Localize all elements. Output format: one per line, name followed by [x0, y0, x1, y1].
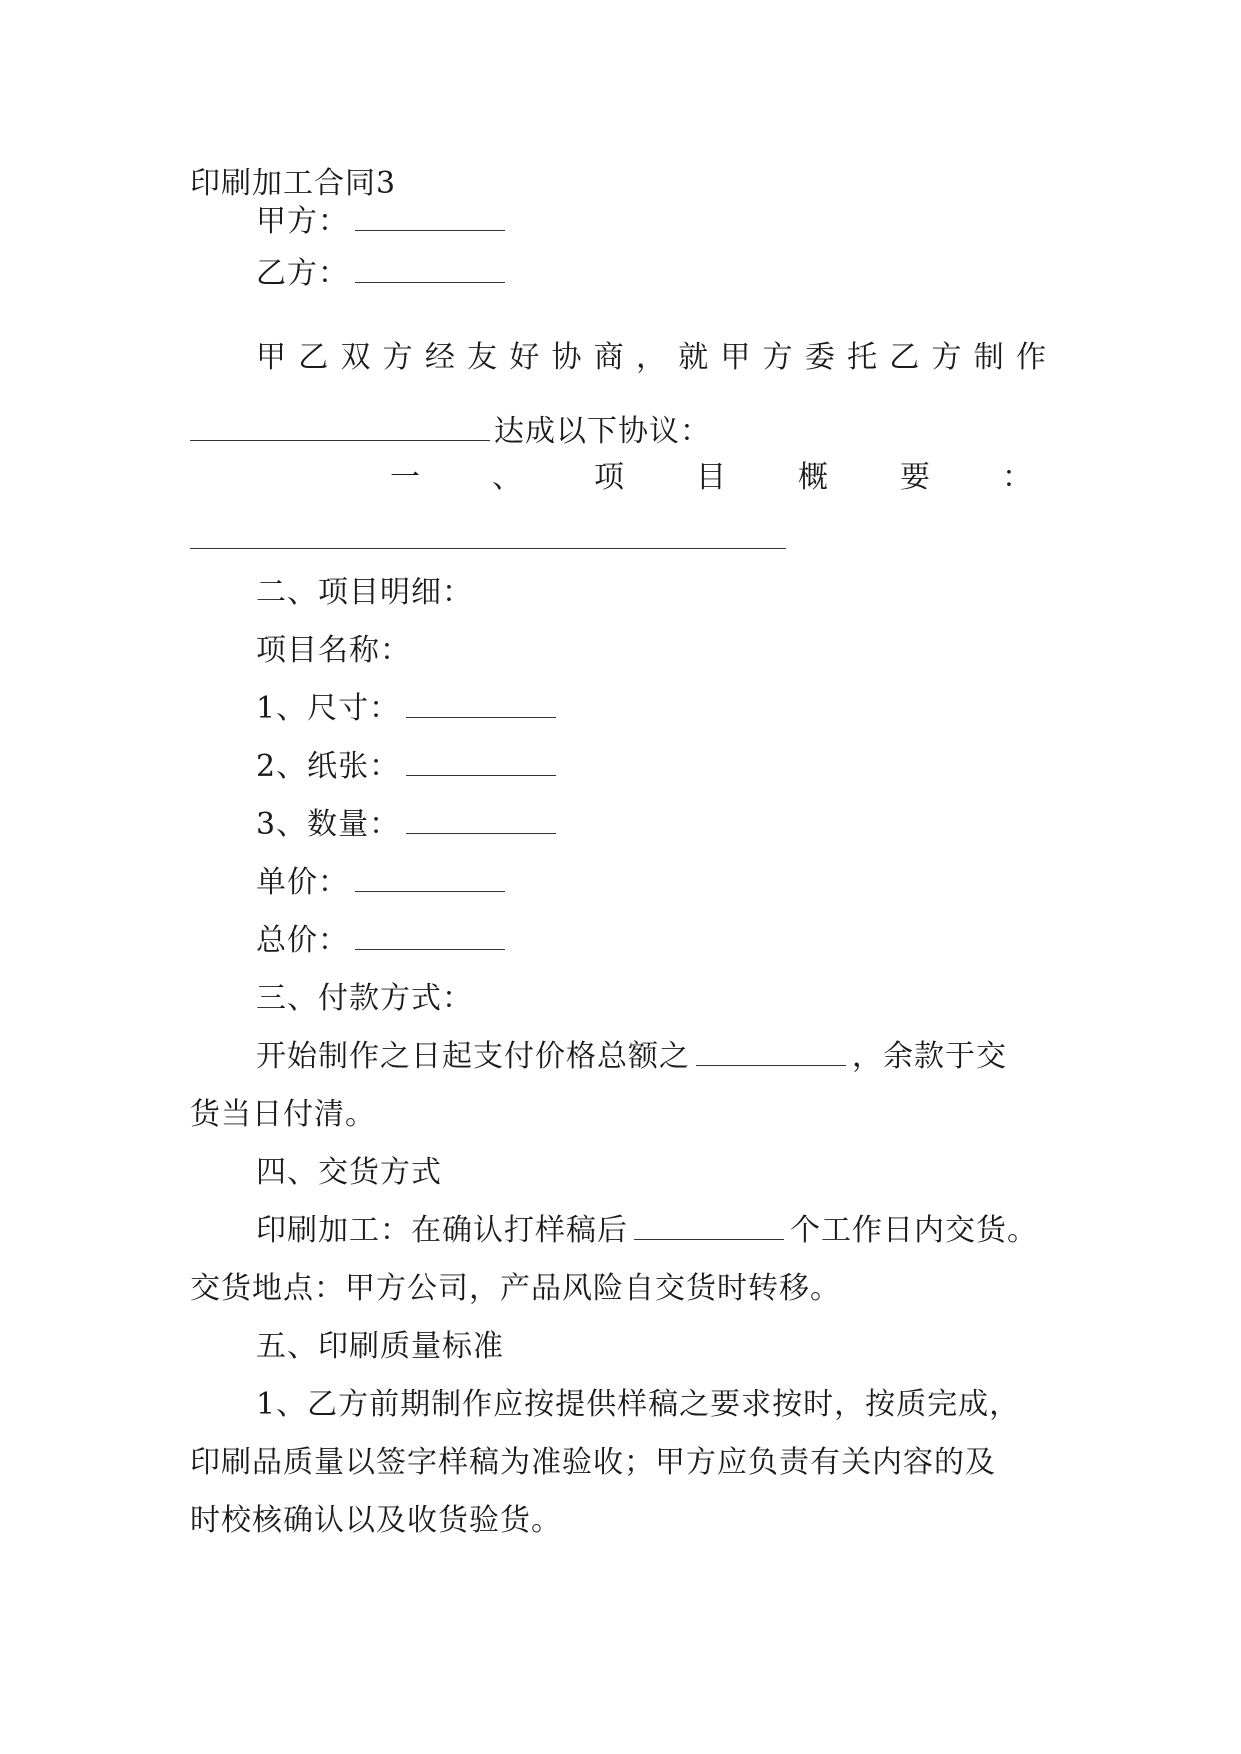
- total-price-label: 总价：: [256, 923, 349, 958]
- intro-char: 甲: [720, 340, 751, 375]
- size-label: 1、尺寸：: [256, 691, 401, 726]
- item-name-label: 项目名称：: [256, 633, 411, 668]
- party-b-label: 乙方：: [256, 256, 349, 291]
- party-a-label: 甲方：: [256, 204, 349, 239]
- total-price-blank: [355, 923, 505, 950]
- paper-label: 2、纸张：: [256, 749, 401, 784]
- section1-char: 要: [900, 460, 930, 495]
- section1-heading: [390, 458, 1032, 498]
- intro-char: 作: [1015, 340, 1046, 375]
- quality-line3: 时校核确认以及收货验货。: [190, 1503, 562, 1538]
- intro-char: 友: [467, 340, 498, 375]
- unit-price-label: 单价：: [256, 865, 349, 900]
- quality-line2: 印刷品质量以签字样稿为准验收；甲方应负责有关内容的及: [190, 1445, 996, 1480]
- section5-heading: 五、印刷质量标准: [256, 1329, 504, 1364]
- party-b-blank: [355, 256, 505, 283]
- intro-char: 方: [931, 340, 962, 375]
- quantity-blank: [406, 807, 556, 834]
- intro-char: 双: [340, 340, 371, 375]
- total-price-line: [256, 921, 511, 961]
- intro-suffix: 达成以下协议：: [494, 414, 711, 449]
- intro-paragraph-line2: [190, 412, 711, 452]
- payment-prefix: 开始制作之日起支付价格总额之: [256, 1039, 690, 1074]
- intro-char: 乙: [889, 340, 920, 375]
- intro-char: 委: [804, 340, 835, 375]
- intro-char: 经: [424, 340, 455, 375]
- payment-suffix: ，余款于交: [852, 1039, 1007, 1074]
- intro-char: 协: [551, 340, 582, 375]
- party-b-line: [256, 254, 511, 294]
- section1-char: ：: [1002, 460, 1032, 495]
- intro-char: 好: [509, 340, 540, 375]
- delivery-prefix: 印刷加工：在确认打样稿后: [256, 1213, 628, 1248]
- delivery-line1: [256, 1211, 1042, 1251]
- payment-line1: [256, 1037, 1042, 1077]
- intro-char: 商: [593, 340, 624, 375]
- party-a-blank: [355, 204, 505, 231]
- section1-char: 一: [390, 460, 420, 495]
- payment-line2: 货当日付清。: [190, 1097, 376, 1132]
- unit-price-blank: [355, 865, 505, 892]
- intro-char: 方: [762, 340, 793, 375]
- paper-blank: [406, 749, 556, 776]
- section3-heading: 三、付款方式：: [256, 981, 473, 1016]
- delivery-suffix: 个工作日内交货。: [790, 1213, 1038, 1248]
- section1-char: 目: [696, 460, 726, 495]
- size-blank: [406, 691, 556, 718]
- intro-char: 托: [847, 340, 878, 375]
- section1-char: 项: [594, 460, 624, 495]
- intro-char: 乙: [298, 340, 329, 375]
- quantity-line: [256, 805, 562, 845]
- party-a-line: [256, 202, 511, 242]
- intro-char: 制: [973, 340, 1004, 375]
- document-title: 印刷加工合同3: [190, 166, 397, 201]
- paper-line: [256, 747, 562, 787]
- quantity-label: 3、数量：: [256, 807, 401, 842]
- section4-heading: 四、交货方式: [256, 1155, 442, 1190]
- intro-char: 甲: [256, 340, 286, 375]
- section1-char: 、: [492, 460, 522, 495]
- intro-char: 方: [382, 340, 413, 375]
- unit-price-line: [256, 863, 511, 903]
- project-overview-blank: [190, 548, 786, 549]
- intro-paragraph-line1: [256, 338, 1046, 378]
- section1-char: 概: [798, 460, 828, 495]
- delivery-line2: 交货地点：甲方公司，产品风险自交货时转移。: [190, 1271, 841, 1306]
- size-line: [256, 689, 562, 729]
- section2-heading: 二、项目明细：: [256, 575, 473, 610]
- intro-char: 就: [678, 340, 709, 375]
- intro-char: ，: [635, 340, 666, 375]
- quality-line1: 1、乙方前期制作应按提供样稿之要求按时，按质完成，: [256, 1387, 1021, 1422]
- payment-ratio-blank: [696, 1039, 846, 1066]
- delivery-days-blank: [634, 1213, 784, 1240]
- commission-blank: [190, 414, 490, 441]
